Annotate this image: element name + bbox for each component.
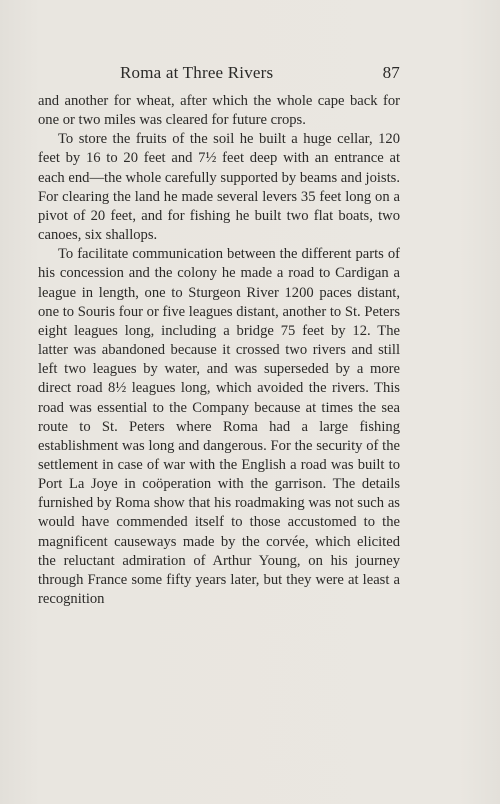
body-text xyxy=(38,92,400,609)
paragraph-2: To store the fruits of the soil he built a huge cellar, 120 feet by 16 to 20 feet and 7½ feet deep with an entrance at each end—the whole carefully supported by beams and joists. For clearing the land he made several levers 35 feet long on a pivot of 20 feet, and for fishing he built two flat boats, two canoes, six shallops. xyxy=(38,131,400,244)
paragraph-1: and another for wheat, after which the whole cape back for one or two miles was cleared for future crops. xyxy=(38,93,400,129)
page-number: 87 xyxy=(382,63,400,82)
running-header xyxy=(38,63,400,87)
paragraph-3: To facilitate communication between the different parts of his concession and the colony he made a road to Cardigan a league in length, one to Sturgeon River 1200 paces distant, one to Souris four or five leagues distant, another to St. Peters eight leagues long, including a bridge 75 feet by 12. The latter was abandoned because it crossed two rivers and still left two leagues by water, and was superseded by a more direct road 8½ leagues long, which avoided the rivers. This road was essential to the Company because at times the sea route to St. Peters where Roma had a large fishing establishment was long and dangerous. For the security of the settlement in case of war with the English a road was built to Port La Joye in coöperation with the garrison. The details furnished by Roma show that his roadmaking was not such as would have commended itself to those accustomed to the magnificent causeways made by the corvée, which elicited the reluctant admiration of Arthur Young, on his journey through France some fifty years later, but they were at least a recognition xyxy=(38,246,400,608)
running-title: Roma at Three Rivers xyxy=(120,63,274,82)
